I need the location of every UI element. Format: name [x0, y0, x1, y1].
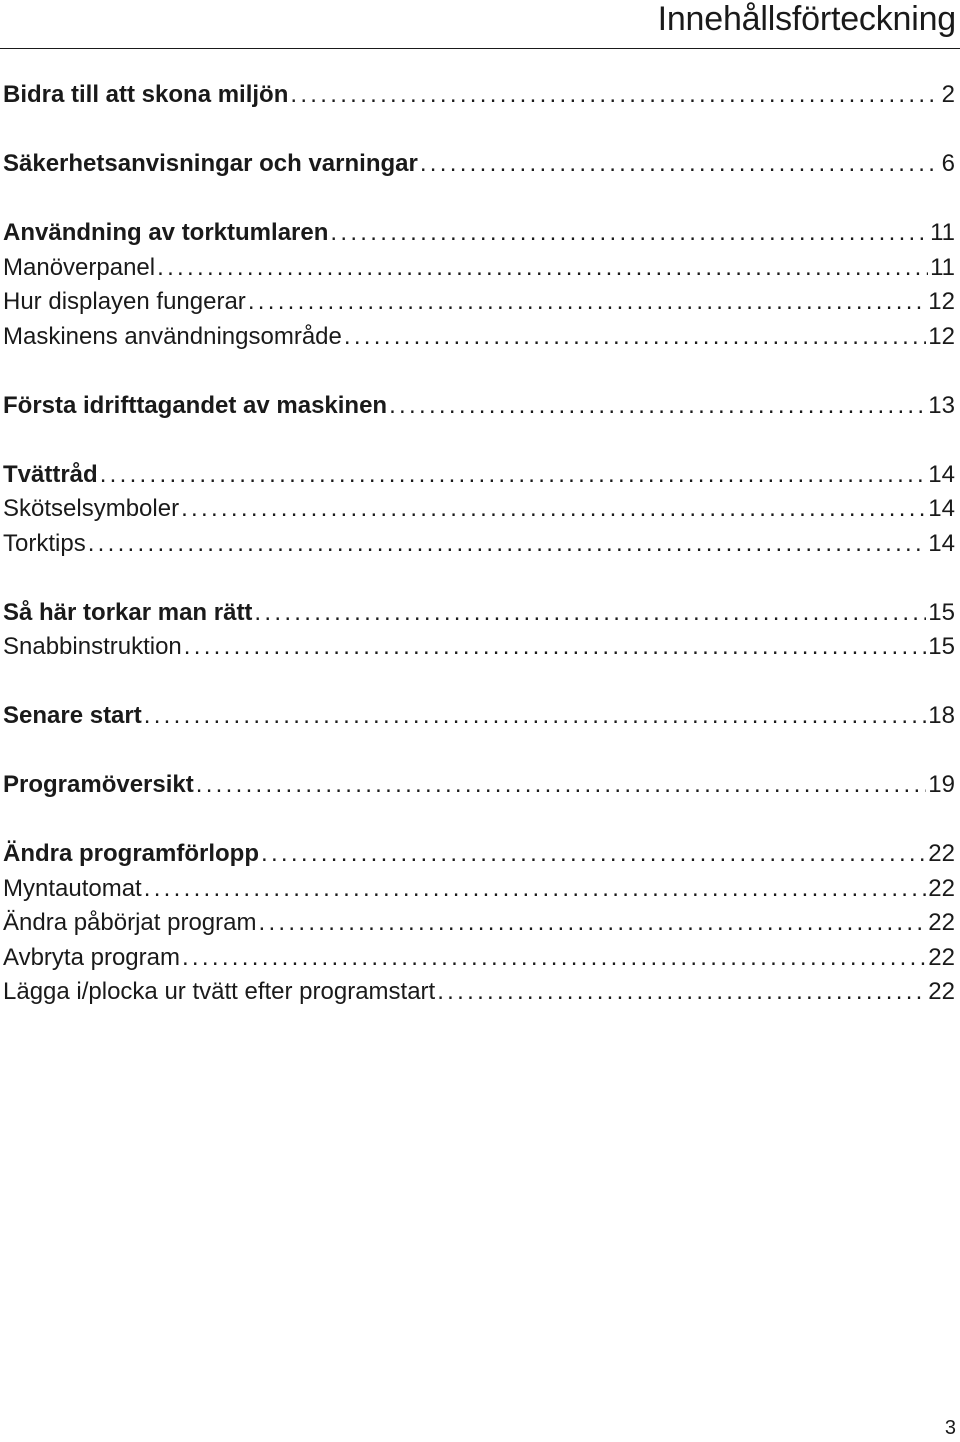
- toc-chapter-entry[interactable]: [3, 389, 955, 424]
- toc-entry-label: Avbryta program: [3, 943, 180, 971]
- toc-section: [3, 458, 955, 562]
- toc-entry-label: Myntautomat: [3, 874, 142, 902]
- toc-entry-page: 19: [928, 771, 955, 798]
- toc-dot-leader: [330, 216, 928, 251]
- toc-entry-page: 22: [928, 943, 955, 971]
- toc-entry-label: Säkerhetsanvisningar och varningar: [3, 150, 418, 177]
- toc-section: [3, 596, 955, 665]
- toc-entry-page: 2: [941, 81, 955, 108]
- toc-entry-page: 14: [928, 529, 955, 557]
- toc-entry-label: Skötselsymboler: [3, 495, 180, 522]
- toc-entry-label: Lägga i/plocka ur tvätt efter programstart: [3, 978, 436, 1005]
- toc-section: [3, 147, 955, 182]
- toc-entry-label: Senare start: [3, 702, 142, 729]
- toc-entry-label: Bidra till att skona miljön: [3, 81, 289, 108]
- toc-chapter-entry[interactable]: [3, 837, 955, 872]
- toc-entry-label: Manöverpanel: [3, 253, 156, 281]
- toc-subentry[interactable]: [3, 492, 955, 527]
- toc-entry-label: Snabbinstruktion: [3, 633, 182, 660]
- toc-subentry[interactable]: [3, 285, 955, 320]
- toc-entry-label: Ändra programförlopp: [3, 840, 259, 867]
- toc-entry-label: Så här torkar man rätt: [3, 598, 253, 626]
- title-divider: [0, 48, 960, 49]
- toc-dot-leader: [261, 837, 926, 872]
- toc-dot-leader: [181, 492, 926, 527]
- toc-dot-leader: [258, 906, 926, 941]
- toc-entry-label: Första idrifttagandet av maskinen: [3, 391, 388, 419]
- toc-dot-leader: [196, 768, 927, 803]
- toc-subentry[interactable]: [3, 527, 955, 562]
- toc-dot-leader: [182, 941, 926, 976]
- toc-entry-page: 6: [941, 150, 955, 177]
- page-number: 3: [944, 1417, 956, 1439]
- toc-entry-page: 12: [928, 288, 955, 315]
- toc-dot-leader: [420, 147, 940, 182]
- toc-chapter-entry[interactable]: [3, 596, 955, 631]
- toc-dot-leader: [389, 389, 926, 424]
- toc-chapter-entry[interactable]: [3, 216, 955, 251]
- toc-subentry[interactable]: [3, 251, 955, 286]
- toc-dot-leader: [254, 596, 926, 631]
- toc-entry-page: 11: [930, 253, 955, 281]
- toc-section: [3, 78, 955, 113]
- toc-entry-page: 11: [930, 219, 955, 246]
- toc-subentry[interactable]: [3, 975, 955, 1010]
- toc-entry-page: 22: [928, 874, 955, 902]
- toc-entry-label: Ändra påbörjat program: [3, 909, 257, 936]
- toc-entry-label: Maskinens användningsområde: [3, 322, 342, 350]
- toc-entry-page: 15: [928, 633, 955, 660]
- toc-entry-page: 12: [928, 322, 955, 350]
- toc-chapter-entry[interactable]: [3, 699, 955, 734]
- toc-entry-page: 13: [928, 391, 955, 419]
- toc-dot-leader: [157, 251, 928, 286]
- toc-entry-label: Programöversikt: [3, 771, 194, 798]
- toc-subentry[interactable]: [3, 941, 955, 976]
- toc-entry-page: 22: [928, 840, 955, 867]
- page-title: Innehållsförteckning: [657, 0, 956, 38]
- toc-chapter-entry[interactable]: [3, 147, 955, 182]
- toc-section: [3, 837, 955, 1010]
- toc-dot-leader: [144, 872, 927, 907]
- toc-section: [3, 216, 955, 354]
- table-of-contents: [3, 78, 955, 1044]
- toc-subentry[interactable]: [3, 320, 955, 355]
- toc-entry-page: 14: [928, 460, 955, 488]
- toc-dot-leader: [248, 285, 926, 320]
- toc-entry-page: 22: [928, 909, 955, 936]
- toc-entry-label: Hur displayen fungerar: [3, 288, 246, 315]
- toc-dot-leader: [437, 975, 926, 1010]
- toc-section: [3, 389, 955, 424]
- toc-chapter-entry[interactable]: [3, 78, 955, 113]
- toc-entry-label: Tvättråd: [3, 460, 98, 488]
- toc-section: [3, 699, 955, 734]
- toc-subentry[interactable]: [3, 906, 955, 941]
- toc-dot-leader: [144, 699, 927, 734]
- toc-entry-label: Torktips: [3, 529, 86, 557]
- toc-subentry[interactable]: [3, 872, 955, 907]
- toc-section: [3, 768, 955, 803]
- toc-dot-leader: [184, 630, 927, 665]
- toc-entry-page: 14: [928, 495, 955, 522]
- toc-chapter-entry[interactable]: [3, 458, 955, 493]
- toc-entry-page: 15: [928, 598, 955, 626]
- toc-chapter-entry[interactable]: [3, 768, 955, 803]
- toc-entry-page: 22: [928, 978, 955, 1005]
- toc-entry-page: 18: [928, 702, 955, 729]
- toc-dot-leader: [290, 78, 939, 113]
- toc-entry-label: Användning av torktumlaren: [3, 219, 329, 246]
- toc-dot-leader: [88, 527, 927, 562]
- toc-dot-leader: [100, 458, 927, 493]
- toc-dot-leader: [344, 320, 926, 355]
- toc-subentry[interactable]: [3, 630, 955, 665]
